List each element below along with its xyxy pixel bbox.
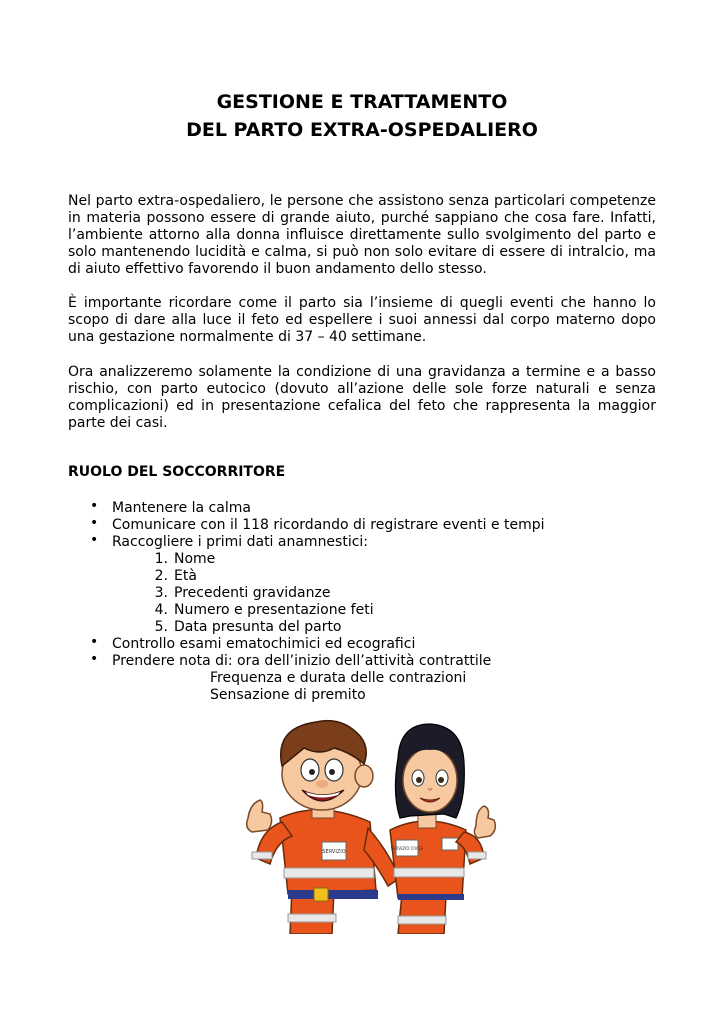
bullet-icon: • [90, 498, 99, 514]
list-item-text: Prendere nota di: ora dell’inizio dell’attività contrattile [112, 653, 492, 669]
continuation-line: Sensazione di premito [210, 687, 366, 703]
document-title [0, 88, 724, 144]
continuation-line: Frequenza e durata delle contrazioni [210, 670, 467, 686]
item-number: 4. [154, 602, 168, 618]
list-item [90, 500, 650, 517]
title-line-1: GESTIONE E TRATTAMENTO [216, 91, 508, 113]
boy-rescuer [247, 721, 400, 934]
list-item-text: Comunicare con il 118 ricordando di registrare eventi e tempi [112, 517, 545, 533]
rescuer-role-list [90, 500, 650, 704]
numbered-item [90, 585, 650, 602]
girl-suit-patch: SERVIZIO CIVILE [390, 846, 424, 851]
section-heading: RUOLO DEL SOCCORRITORE [68, 464, 286, 480]
list-item-text: Raccogliere i primi dati anamnestici: [112, 534, 369, 550]
scope-paragraph: Ora analizzeremo solamente la condizione di una gravidanza a termine e a basso rischio, con parto eutocico (dovuto all’azione delle sole forze naturali e senza complicazioni) ed in presentazione cefalica del feto che rappresenta la maggior parte dei casi. [68, 364, 656, 431]
numbered-item-text: Data presunta del parto [174, 619, 342, 635]
bullet-icon: • [90, 515, 99, 531]
girl-rescuer [390, 724, 495, 934]
bullet-icon: • [90, 651, 99, 667]
bullet-icon: • [90, 634, 99, 650]
boy-suit-patch: SERVIZIO [322, 849, 346, 855]
list-item-text: Controllo esami ematochimici ed ecografici [112, 636, 416, 652]
title-line-2: DEL PARTO EXTRA-OSPEDALIERO [186, 119, 538, 141]
item-number: 2. [154, 568, 168, 584]
bullet-icon: • [90, 532, 99, 548]
numbered-item-text: Nome [174, 551, 216, 567]
list-item-text: Mantenere la calma [112, 500, 251, 516]
rescuers-illustration [230, 718, 500, 934]
numbered-item [90, 602, 650, 619]
item-number: 1. [154, 551, 168, 567]
list-item [90, 653, 650, 670]
list-item [90, 534, 650, 551]
item-number: 3. [154, 585, 168, 601]
numbered-item-text: Numero e presentazione feti [174, 602, 374, 618]
intro-paragraph: Nel parto extra-ospedaliero, le persone che assistono senza particolari competenze in materia possono essere di grande aiuto, purché sappiano che cosa fare. Infatti, l’ambiente attorno alla donna influisce direttamente sullo svolgimento del parto e solo mantenendo lucidità e calma, si può non solo evitare di essere di intralcio, ma di aiuto effettivo favorendo il buon andamento dello stesso. [68, 193, 656, 277]
numbered-item [90, 568, 650, 585]
numbered-item-text: Età [174, 568, 197, 584]
definition-paragraph: È importante ricordare come il parto sia l’insieme di quegli eventi che hanno lo scopo di dare alla luce il feto ed espellere i suoi annessi dal corpo materno dopo una gestazione normalmente di 37 – 40 settimane. [68, 295, 656, 345]
list-item [90, 517, 650, 534]
item-number: 5. [154, 619, 168, 635]
numbered-item [90, 551, 650, 568]
list-item [90, 636, 650, 653]
numbered-item-text: Precedenti gravidanze [174, 585, 331, 601]
numbered-item [90, 619, 650, 636]
